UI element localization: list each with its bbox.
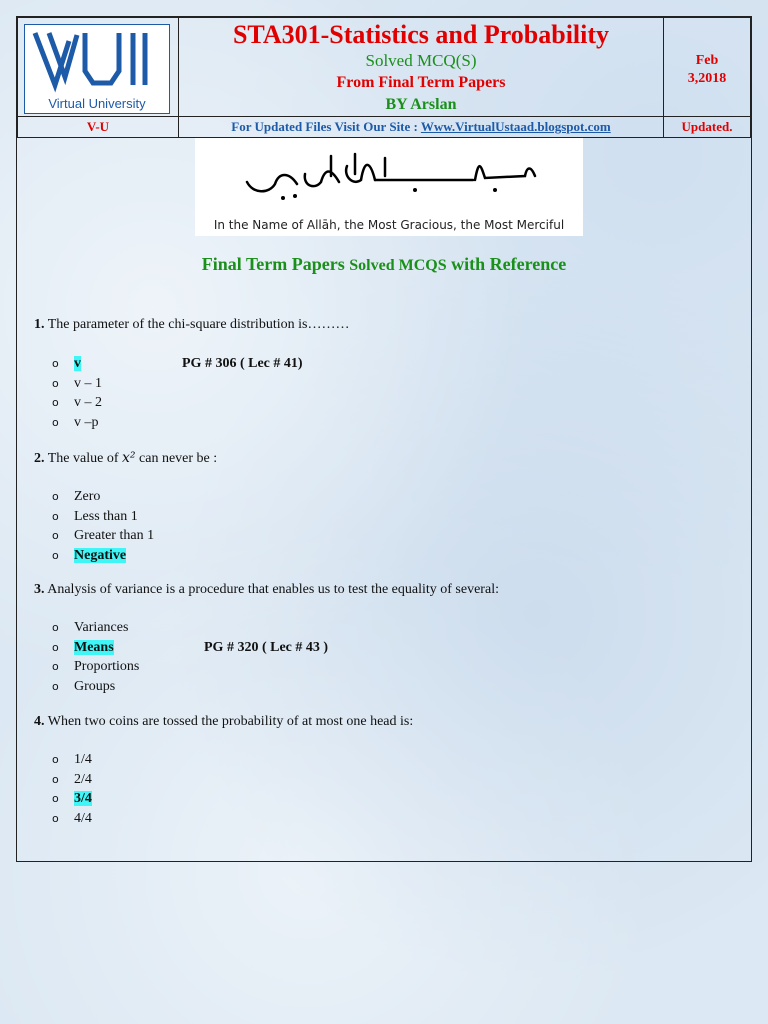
bullet-icon: o: [52, 529, 59, 542]
option: [52, 413, 102, 433]
option-text: v –p: [74, 414, 99, 430]
page-reference: PG # 320 ( Lec # 43 ): [204, 639, 329, 655]
vu-logo: [24, 24, 170, 114]
option-text: Negative: [74, 547, 127, 563]
logo-label: Virtual University: [48, 96, 146, 111]
option-text: v – 1: [74, 375, 102, 391]
bullet-icon: o: [52, 811, 59, 825]
question-math: x²: [122, 450, 136, 466]
bullet-icon: o: [52, 357, 59, 370]
visit-site-cell: [179, 117, 664, 138]
subtitle-source: From Final Term Papers: [336, 74, 506, 91]
bullet-icon: o: [52, 509, 59, 523]
option: [52, 546, 154, 566]
bullet-icon: o: [52, 376, 59, 390]
bullet-icon: o: [52, 792, 59, 805]
vu-label: V-U: [18, 117, 179, 138]
option: [52, 677, 139, 697]
option-text: 3/4: [74, 791, 92, 806]
option: [52, 374, 102, 394]
option: [52, 618, 139, 638]
bismillah-caption: In the Name of Allāh, the Most Gracious, the Most Merciful: [213, 218, 565, 232]
bullet-icon: o: [52, 753, 59, 766]
bullet-icon: o: [52, 640, 59, 654]
bullet-icon: o: [52, 548, 59, 562]
site-link[interactable]: Www.VirtualUstaad.blogspot.com: [420, 119, 611, 134]
bullet-icon: o: [52, 396, 59, 409]
bullet-icon: o: [52, 415, 59, 429]
option: [52, 809, 92, 829]
option-text: Groups: [74, 678, 116, 694]
question-number: 1.: [34, 317, 45, 332]
question-text: The parameter of the chi-square distribution is………: [47, 317, 350, 332]
subtitle-author: BY Arslan: [385, 96, 457, 113]
question-2-options: [52, 487, 154, 565]
subtitle-solved: Solved MCQ(S): [365, 51, 477, 70]
vu-logo-icon: [29, 27, 165, 93]
question-text-before: The value of: [47, 451, 119, 466]
option: [52, 657, 139, 677]
calligraphy-icon: [235, 146, 543, 206]
bullet-icon: o: [52, 660, 59, 673]
date-day-year: 3,2018: [687, 71, 727, 86]
header-table: [17, 17, 751, 138]
bismillah-image: [195, 138, 583, 236]
option: [52, 354, 303, 374]
option-text: Less than 1: [74, 508, 138, 524]
bullet-icon: o: [52, 679, 59, 693]
option: [52, 789, 92, 809]
option-text: v – 2: [74, 395, 102, 410]
option: [52, 750, 92, 770]
option: [52, 638, 329, 658]
option-text: 1/4: [74, 752, 92, 767]
question-1-options: [52, 354, 303, 432]
question-text: Analysis of variance is a procedure that enables us to test the equality of several:: [47, 582, 499, 597]
bullet-icon: o: [52, 772, 59, 786]
document-title: STA301-Statistics and Probability: [232, 20, 610, 49]
question-4-options: [52, 750, 92, 828]
option-text: 4/4: [74, 810, 92, 826]
option-text: Greater than 1: [74, 528, 155, 543]
title-cell: [179, 18, 664, 117]
option-text: Means: [74, 639, 114, 655]
bullet-icon: o: [52, 621, 59, 634]
section-title-part2: Solved MCQS: [349, 257, 447, 274]
option-text: Variances: [74, 620, 129, 635]
question-text: When two coins are tossed the probability of at most one head is:: [47, 714, 414, 729]
section-title-part3: with Reference: [451, 254, 567, 274]
section-title: [0, 254, 768, 275]
option: [52, 526, 154, 546]
visit-text: For Updated Files Visit Our Site :: [231, 119, 418, 134]
question-3: [34, 582, 499, 598]
option: [52, 393, 102, 413]
option-text: Proportions: [74, 659, 140, 674]
question-number: 3.: [34, 582, 45, 597]
question-1: [34, 317, 349, 333]
question-3-options: [52, 618, 329, 696]
date-cell: [664, 18, 751, 117]
option-text: Zero: [74, 489, 101, 504]
option-text: 2/4: [74, 771, 92, 787]
question-text-after: can never be :: [139, 451, 218, 466]
updated-label: Updated.: [664, 117, 751, 138]
question-4: [34, 714, 413, 730]
section-title-part1: Final Term Papers: [201, 254, 345, 274]
bullet-icon: o: [52, 490, 59, 503]
question-2: [34, 450, 217, 467]
logo-cell: [18, 18, 179, 117]
option-text: v: [74, 356, 81, 371]
date-month: Feb: [695, 53, 719, 68]
page-reference: PG # 306 ( Lec # 41): [182, 356, 303, 371]
question-number: 2.: [34, 451, 45, 466]
option: [52, 770, 92, 790]
option: [52, 487, 154, 507]
option: [52, 507, 154, 527]
question-number: 4.: [34, 714, 45, 729]
